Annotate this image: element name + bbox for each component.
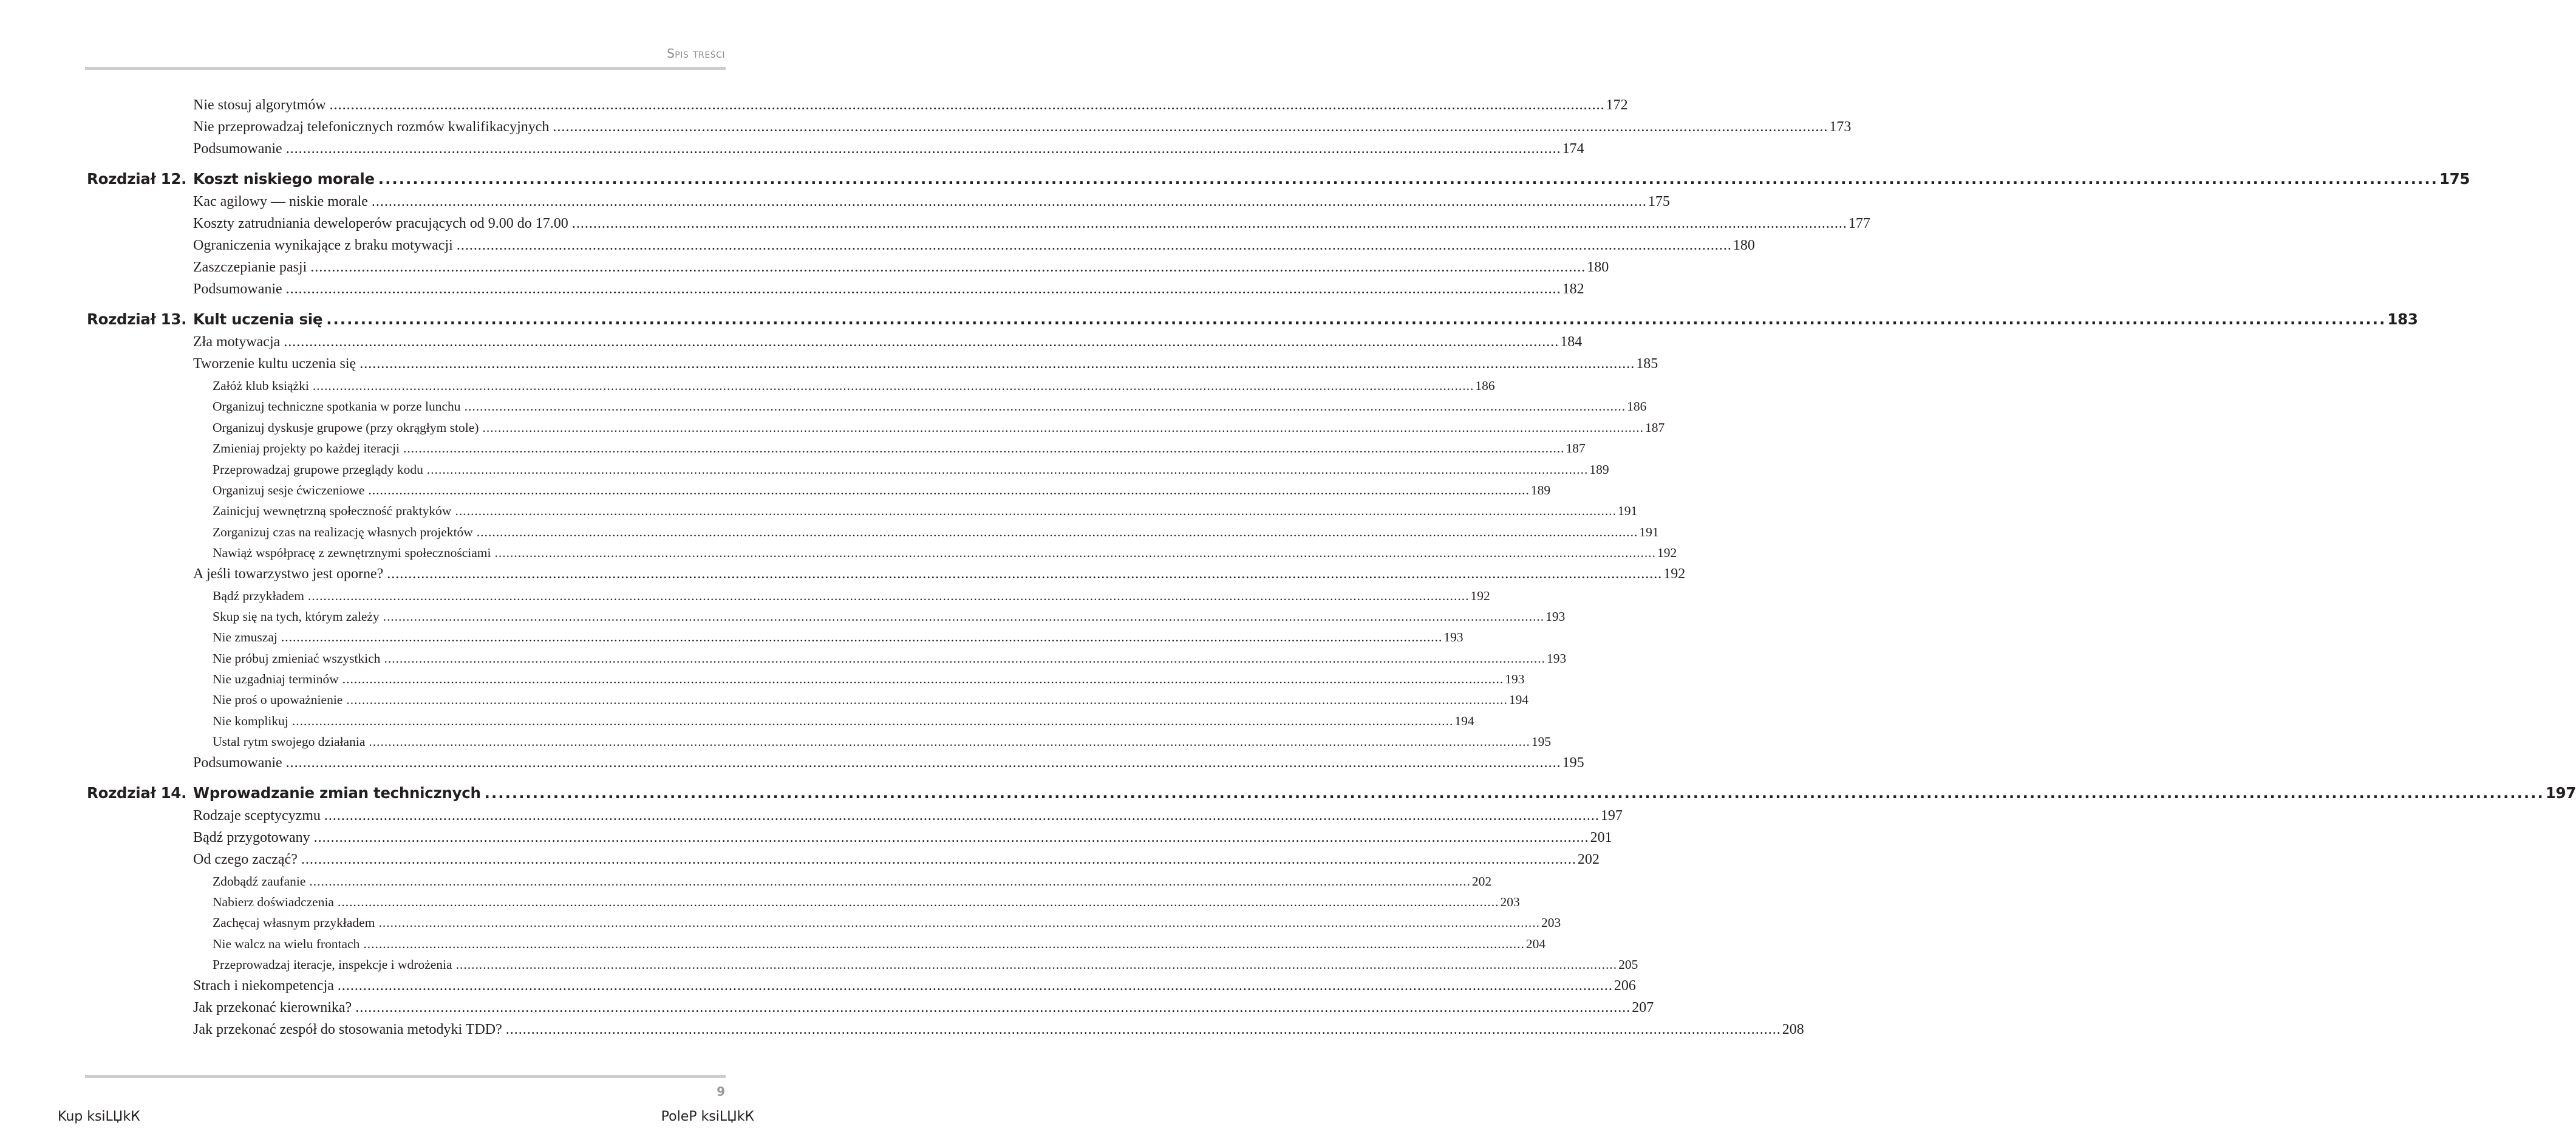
page-ref: 195 <box>1531 734 1552 750</box>
toc-line <box>193 281 1584 298</box>
toc-line <box>213 734 1552 750</box>
toc-subentry-row <box>0 733 1552 753</box>
toc-chapter-row <box>0 310 2418 333</box>
page-ref: 183 <box>2387 310 2418 328</box>
toc-line <box>213 936 1546 952</box>
dot-leader: ............................................................................................................................................................................................................................................................................................................ <box>464 399 1626 414</box>
dot-leader: ............................................................................................................................................................................................................................................................................................................ <box>291 713 1454 728</box>
toc-entry-row <box>0 807 1623 828</box>
dot-leader: ............................................................................................................................................................................................................................................................................................................ <box>359 356 1635 372</box>
entry-title: Organizuj dyskusje grupowe (przy okrągłym stole) <box>213 420 479 435</box>
toc-line <box>213 957 1638 972</box>
page-ref: 180 <box>1587 259 1609 275</box>
dot-leader: ............................................................................................................................................................................................................................................................................................................ <box>342 672 1504 687</box>
dot-leader: ............................................................................................................................................................................................................................................................................................................ <box>378 170 2438 188</box>
entry-title: Skup się na tych, którym zależy <box>213 609 380 624</box>
entry-title: Podsumowanie <box>193 281 282 297</box>
footer-rule <box>85 1075 726 1078</box>
buy-book-link[interactable]: Kup ksiLЏkК <box>58 1109 140 1124</box>
entry-title: Bądź przygotowany <box>193 829 310 845</box>
dot-leader: ............................................................................................................................................................................................................................................................................................................ <box>383 609 1545 624</box>
toc-line <box>213 399 1647 414</box>
dot-leader: ............................................................................................................................................................................................................................................................................................................ <box>313 829 1589 845</box>
entry-title: A jeśli towarzystwo jest oporne? <box>193 565 384 582</box>
chapter-title: Koszt niskiego morale <box>193 170 375 188</box>
page-ref: 195 <box>1562 754 1584 771</box>
toc-chapter-row <box>0 784 2576 807</box>
entry-title: Tworzenie kultu uczenia się <box>193 356 356 372</box>
entry-title: Zainicjuj wewnętrzną społeczność praktyków <box>213 504 452 519</box>
toc-subentry-row <box>0 670 1525 691</box>
chapter-label: Rozdział 14. <box>87 784 187 802</box>
entry-title: Ograniczenia wynikające z braku motywacji <box>193 237 453 253</box>
toc-subentry-row <box>0 914 1561 934</box>
chapter-title: Kult uczenia się <box>193 310 323 328</box>
page-ref: 207 <box>1632 999 1654 1016</box>
page-ref: 203 <box>1500 895 1520 910</box>
page-ref: 189 <box>1530 482 1551 497</box>
entry-title: Zaszczepianie pasji <box>193 259 307 275</box>
dot-leader: ............................................................................................................................................................................................................................................................................................................ <box>346 692 1508 708</box>
page-ref: 186 <box>1627 399 1647 414</box>
toc-subentry-row <box>0 712 1474 733</box>
toc-subentry-row <box>0 893 1520 914</box>
toc-chapter-row <box>0 170 2470 193</box>
page-ref: 182 <box>1562 281 1584 297</box>
recommend-book-link[interactable]: PoleР ksiLЏkК <box>661 1109 754 1124</box>
toc-line <box>213 713 1474 729</box>
page-ref: 186 <box>1475 378 1495 393</box>
toc-subentry-row <box>0 544 1677 564</box>
page-ref: 202 <box>1471 873 1492 889</box>
dot-leader: ............................................................................................................................................................................................................................................................................................................ <box>329 97 1605 113</box>
toc-line <box>193 170 2470 188</box>
toc-entry-row <box>0 565 1686 587</box>
entry-title: Nie proś o upoważnienie <box>213 692 343 708</box>
page-ref: 192 <box>1470 588 1490 603</box>
toc-line <box>193 851 1600 868</box>
page-ref: 194 <box>1508 692 1529 708</box>
dot-leader: ............................................................................................................................................................................................................................................................................................................ <box>456 237 1732 253</box>
toc-line <box>193 194 1670 210</box>
entry-title: Podsumowanie <box>193 141 282 157</box>
dot-leader: ............................................................................................................................................................................................................................................................................................................ <box>337 895 1499 910</box>
toc-subentry-row <box>0 607 1566 628</box>
dot-leader: ............................................................................................................................................................................................................................................................................................................ <box>426 462 1589 477</box>
toc-subentry-row <box>0 628 1463 649</box>
dot-leader: ............................................................................................................................................................................................................................................................................................................ <box>337 977 1613 994</box>
toc-entry-row <box>0 333 1583 355</box>
entry-title: Nie komplikuj <box>213 713 288 728</box>
page-ref: 193 <box>1443 630 1463 645</box>
entry-title: Od czego zacząć? <box>193 851 298 867</box>
toc-subentry-row <box>0 872 1492 893</box>
toc-line <box>193 310 2418 328</box>
page-ref: 175 <box>1647 194 1670 210</box>
entry-title: Ustal rytm swojego działania <box>213 734 366 750</box>
dot-leader: ............................................................................................................................................................................................................................................................................................................ <box>369 734 1530 750</box>
toc-line <box>213 588 1490 604</box>
toc-line <box>213 482 1551 498</box>
entry-title: Organizuj sesje ćwiczeniowe <box>213 482 365 497</box>
toc-line <box>193 334 1583 350</box>
toc-entry-row <box>0 140 1584 162</box>
toc-line <box>213 651 1567 666</box>
toc-subentry-row <box>0 691 1529 711</box>
dot-leader: ............................................................................................................................................................................................................................................................................................................ <box>371 194 1647 210</box>
page-ref: 175 <box>2439 170 2470 188</box>
toc-line <box>193 216 1870 232</box>
dot-leader: ............................................................................................................................................................................................................................................................................................................ <box>312 378 1474 393</box>
entry-title: Zdobądź zaufanie <box>213 873 306 889</box>
chapter-label: Rozdział 13. <box>87 310 187 328</box>
dot-leader: ............................................................................................................................................................................................................................................................................................................ <box>384 651 1545 666</box>
page-ref: 187 <box>1644 420 1665 435</box>
entry-title: Zła motywacja <box>193 334 281 350</box>
toc-line <box>193 829 1612 846</box>
dot-leader: ............................................................................................................................................................................................................................................................................................................ <box>494 545 1656 561</box>
toc-line <box>193 565 1686 582</box>
dot-leader: ............................................................................................................................................................................................................................................................................................................ <box>285 754 1561 771</box>
entry-title: Zorganizuj czas na realizację własnych projektów <box>213 524 473 539</box>
toc-subentry-row <box>0 481 1551 502</box>
chapter-label: Rozdział 12. <box>87 170 187 188</box>
toc-subentry-row <box>0 935 1546 955</box>
page-ref: 185 <box>1636 356 1658 372</box>
page-ref: 194 <box>1454 713 1474 728</box>
toc-entry-row <box>0 355 1658 377</box>
header-rule <box>85 67 726 70</box>
entry-title: Rodzaje sceptycyzmu <box>193 807 321 824</box>
toc-line <box>213 462 1609 477</box>
toc-line <box>193 754 1584 771</box>
toc-line <box>213 609 1566 624</box>
toc-entry-row <box>0 999 1654 1020</box>
toc-line <box>193 97 1628 114</box>
table-of-contents <box>0 96 2576 1042</box>
toc-entry-row <box>0 977 1636 999</box>
dot-leader: ............................................................................................................................................................................................................................................................................................................ <box>455 504 1617 519</box>
dot-leader: ............................................................................................................................................................................................................................................................................................................ <box>476 524 1638 539</box>
dot-leader: ............................................................................................................................................................................................................................................................................................................ <box>324 807 1600 824</box>
page-ref: 192 <box>1663 565 1686 582</box>
toc-entry-row <box>0 118 1852 140</box>
dot-leader: ............................................................................................................................................................................................................................................................................................................ <box>308 588 1470 603</box>
dot-leader: ............................................................................................................................................................................................................................................................................................................ <box>284 334 1559 350</box>
dot-leader: ............................................................................................................................................................................................................................................................................................................ <box>403 441 1565 456</box>
entry-title: Kac agilowy — niskie morale <box>193 194 368 210</box>
toc-subentry-row <box>0 955 1638 976</box>
toc-line <box>213 672 1525 687</box>
entry-title: Koszty zatrudniania deweloperów pracujących od 9.00 do 17.00 <box>193 216 568 231</box>
page-ref: 189 <box>1589 462 1609 477</box>
page-ref: 173 <box>1829 119 1852 135</box>
toc-line <box>213 915 1561 931</box>
toc-line <box>213 895 1520 910</box>
page-number: 9 <box>717 1084 725 1099</box>
page-ref: 192 <box>1657 545 1677 561</box>
dot-leader: ............................................................................................................................................................................................................................................................................................................ <box>363 936 1525 951</box>
toc-subentry-row <box>0 439 1586 460</box>
toc-line <box>193 141 1584 157</box>
toc-line <box>193 119 1852 135</box>
entry-title: Nawiąż współpracę z zewnętrznymi społecznościami <box>213 545 491 561</box>
toc-line <box>193 807 1623 824</box>
page-ref: 202 <box>1577 851 1600 867</box>
page-ref: 187 <box>1566 441 1586 456</box>
entry-title: Bądź przykładem <box>213 588 305 603</box>
toc-line <box>213 441 1586 456</box>
toc-entry-row <box>0 236 1755 258</box>
toc-line <box>213 378 1495 394</box>
toc-line <box>193 977 1636 994</box>
toc-line <box>213 692 1529 708</box>
toc-line <box>193 999 1654 1016</box>
page-ref: 204 <box>1525 936 1546 951</box>
dot-leader: ............................................................................................................................................................................................................................................................................................................ <box>326 310 2387 328</box>
dot-leader: ............................................................................................................................................................................................................................................................................................................ <box>482 420 1644 435</box>
page-ref: 177 <box>1848 216 1870 231</box>
entry-title: Jak przekonać zespół do stosowania metodyki TDD? <box>193 1021 502 1037</box>
toc-line <box>213 420 1665 435</box>
page-ref: 172 <box>1606 97 1628 113</box>
toc-line <box>193 356 1658 372</box>
dot-leader: ............................................................................................................................................................................................................................................................................................................ <box>310 259 1586 275</box>
page-ref: 205 <box>1618 957 1638 972</box>
entry-title: Nie próbuj zmieniać wszystkich <box>213 651 381 666</box>
toc-line <box>213 630 1463 645</box>
page-ref: 174 <box>1562 141 1584 157</box>
entry-title: Przeprowadzaj iteracje, inspekcje i wdrożenia <box>213 957 452 972</box>
dot-leader: ............................................................................................................................................................................................................................................................................................................ <box>355 999 1631 1016</box>
page-ref: 193 <box>1505 672 1525 687</box>
toc-line <box>213 873 1492 889</box>
entry-title: Jak przekonać kierownika? <box>193 999 352 1016</box>
dot-leader: ............................................................................................................................................................................................................................................................................................................ <box>484 784 2544 802</box>
entry-title: Zachęcaj własnym przykładem <box>213 915 375 931</box>
dot-leader: ............................................................................................................................................................................................................................................................................................................ <box>309 873 1471 889</box>
toc-line <box>213 504 1638 519</box>
toc-entry-row <box>0 1020 1804 1042</box>
entry-title: Nie walcz na wielu frontach <box>213 936 360 951</box>
toc-entry-row <box>0 214 1870 236</box>
entry-title: Strach i niekompetencja <box>193 977 334 994</box>
dot-leader: ............................................................................................................................................................................................................................................................................................................ <box>505 1021 1781 1037</box>
page-ref: 184 <box>1560 334 1583 350</box>
toc-line <box>193 237 1755 254</box>
entry-title: Załóż klub książki <box>213 378 309 393</box>
page-ref: 197 <box>1600 807 1623 824</box>
dot-leader: ............................................................................................................................................................................................................................................................................................................ <box>285 141 1561 157</box>
dot-leader: ............................................................................................................................................................................................................................................................................................................ <box>281 630 1443 645</box>
page-ref: 193 <box>1545 609 1566 624</box>
toc-entry-row <box>0 258 1609 280</box>
toc-subentry-row <box>0 418 1665 439</box>
toc-entry-row <box>0 754 1584 776</box>
dot-leader: ............................................................................................................................................................................................................................................................................................................ <box>378 915 1540 931</box>
toc-line <box>193 784 2576 802</box>
toc-entry-row <box>0 96 1628 118</box>
toc-subentry-row <box>0 523 1659 544</box>
page-ref: 191 <box>1639 524 1659 539</box>
dot-leader: ............................................................................................................................................................................................................................................................................................................ <box>553 119 1828 135</box>
toc-entry-row <box>0 193 1670 214</box>
dot-leader: ............................................................................................................................................................................................................................................................................................................ <box>387 565 1663 582</box>
page-ref: 193 <box>1546 651 1567 666</box>
toc-subentry-row <box>0 502 1638 522</box>
toc-subentry-row <box>0 649 1567 670</box>
dot-leader: ............................................................................................................................................................................................................................................................................................................ <box>285 281 1561 297</box>
entry-title: Przeprowadzaj grupowe przeglądy kodu <box>213 462 423 477</box>
running-header-title: Spis treści <box>667 46 725 61</box>
toc-line <box>213 545 1677 561</box>
page-ref: 180 <box>1733 237 1755 253</box>
toc-line <box>193 1021 1804 1038</box>
entry-title: Nie stosuj algorytmów <box>193 97 326 113</box>
toc-line <box>213 524 1659 540</box>
toc-line <box>193 259 1609 276</box>
page-ref: 208 <box>1782 1021 1804 1037</box>
toc-entry-row <box>0 280 1584 302</box>
toc-subentry-row <box>0 377 1495 397</box>
dot-leader: ............................................................................................................................................................................................................................................................................................................ <box>455 957 1618 972</box>
entry-title: Zmieniaj projekty po każdej iteracji <box>213 441 400 456</box>
chapter-title: Wprowadzanie zmian technicznych <box>193 784 481 802</box>
page-ref: 191 <box>1617 504 1638 519</box>
toc-entry-row <box>0 850 1600 872</box>
dot-leader: ............................................................................................................................................................................................................................................................................................................ <box>368 482 1530 497</box>
toc-subentry-row <box>0 397 1647 418</box>
page-ref: 201 <box>1590 829 1612 845</box>
entry-title: Podsumowanie <box>193 754 282 771</box>
dot-leader: ............................................................................................................................................................................................................................................................................................................ <box>571 216 1847 231</box>
page-ref: 206 <box>1613 977 1636 994</box>
page-ref: 197 <box>2545 784 2576 802</box>
entry-title: Nabierz doświadczenia <box>213 895 334 910</box>
toc-entry-row <box>0 828 1612 850</box>
entry-title: Nie przeprowadzaj telefonicznych rozmów kwalifikacyjnych <box>193 119 550 135</box>
entry-title: Nie uzgadniaj terminów <box>213 672 339 687</box>
toc-subentry-row <box>0 460 1609 481</box>
entry-title: Organizuj techniczne spotkania w porze lunchu <box>213 399 461 414</box>
toc-subentry-row <box>0 587 1490 607</box>
page-ref: 203 <box>1541 915 1561 931</box>
entry-title: Nie zmuszaj <box>213 630 278 645</box>
dot-leader: ............................................................................................................................................................................................................................................................................................................ <box>301 851 1576 867</box>
